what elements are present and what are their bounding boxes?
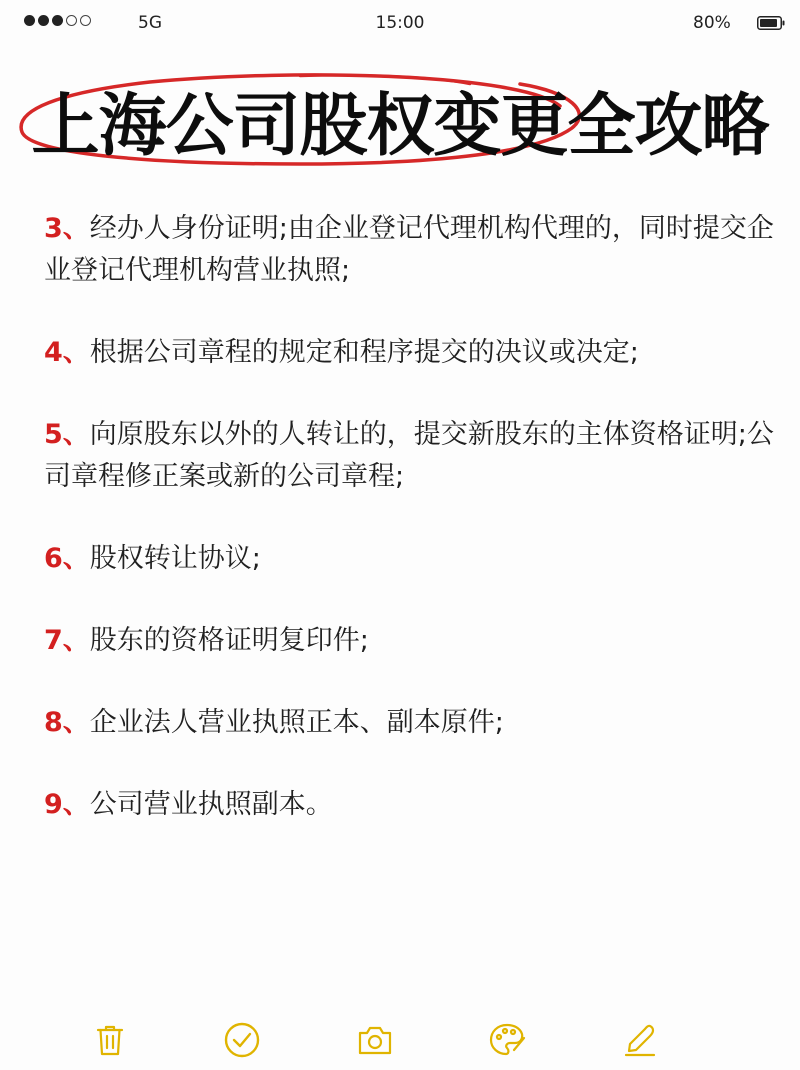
item-number: 9 [44,789,63,820]
item-separator: 、 [62,213,90,244]
status-time: 15:00 [375,13,425,33]
item-text: 股权转让协议; [89,543,261,574]
item-separator: 、 [62,789,90,820]
trash-icon[interactable] [90,1020,130,1060]
battery-percent: 80% [693,13,731,33]
list-item [44,538,784,580]
list-item [44,620,784,662]
palette-icon[interactable] [487,1020,527,1060]
item-number: 4 [44,337,63,368]
title-area [0,62,800,172]
item-text: 企业法人营业执照正本、副本原件; [89,707,504,738]
item-separator: 、 [62,543,90,574]
item-text: 经办人身份证明;由企业登记代理机构代理的，同时提交企业登记代理机构营业执照; [44,213,774,286]
item-number: 3 [44,213,63,244]
carrier-label: 5G [138,13,162,33]
status-bar [0,0,800,48]
battery-icon [757,16,785,30]
list-item [44,332,784,374]
item-text: 公司营业执照副本。 [89,789,333,820]
item-number: 6 [44,543,63,574]
list-item [44,208,784,292]
item-number: 5 [44,419,63,450]
item-separator: 、 [62,419,90,450]
list-item [44,414,784,498]
page-title: 上海公司股权变更全攻略 [31,87,769,166]
item-text: 向原股东以外的人转让的，提交新股东的主体资格证明;公司章程修正案或新的公司章程; [44,419,774,492]
item-separator: 、 [62,625,90,656]
bottom-toolbar [0,1010,800,1070]
item-text: 根据公司章程的规定和程序提交的决议或决定; [89,337,639,368]
item-separator: 、 [62,707,90,738]
item-text: 股东的资格证明复印件; [89,625,369,656]
item-separator: 、 [62,337,90,368]
item-number: 8 [44,707,63,738]
checkmark-icon[interactable] [222,1020,262,1060]
camera-icon[interactable] [355,1020,395,1060]
pen-icon[interactable] [620,1020,660,1060]
list-item [44,784,784,826]
item-number: 7 [44,625,63,656]
list-item [44,702,784,744]
document-body [44,208,784,866]
